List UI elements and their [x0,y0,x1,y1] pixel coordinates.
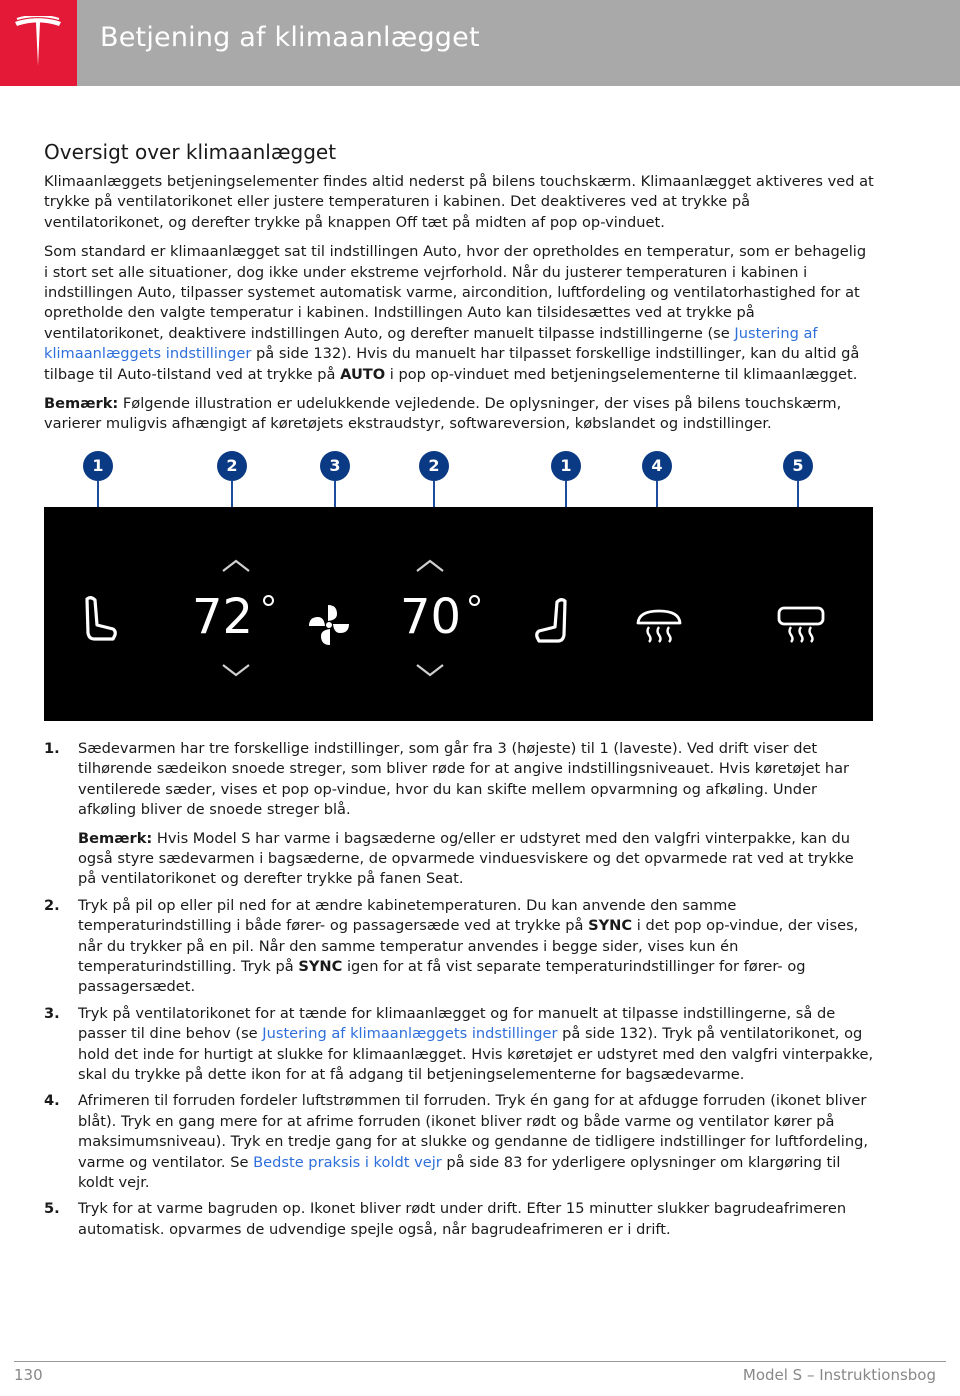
callout-badge: 1 [551,451,581,481]
sync-label: SYNC [298,957,343,975]
list-text: Tryk for at varme bagruden op. Ikonet bliver rødt under drift. Efter 15 minutter slukker bagrudeafrimeren automatisk. opvarmes de udvendige spejle også, når bagrudeafrimeren er i drift. [78,1200,847,1238]
degree-symbol [263,595,274,606]
fan-icon[interactable] [306,602,352,648]
note-paragraph [44,394,874,435]
cold-weather-link[interactable]: Bedste praksis i koldt vejr [253,1153,442,1171]
list-item [44,896,874,998]
callout-badge: 2 [419,451,449,481]
list-text: igen for at få vist separate temperaturindstillinger for fører- og passagersædet. [78,957,806,996]
note-label: Bemærk: [78,829,153,847]
climate-settings-link[interactable]: Justering af klimaanlæggets indstillinger [44,324,818,363]
callout-badge: 4 [642,451,672,481]
list-item [44,1091,874,1193]
list-number: 1. [44,739,60,757]
list-text: på side 83 for yderligere oplysninger om klargøring til koldt vejr. [78,1153,841,1191]
page-header-title: Betjening af klimaanlægget [100,22,480,53]
list-text: Tryk på ventilatorikonet for at tænde for klimaanlægget og for manuelt at tilpasse indstillingerne, så de passer til dine behov (se [78,1004,836,1043]
auto-text-a: Som standard er klimaanlægget sat til indstillingen Auto, hvor der opretholdes en temperatur, som er behagelig i stort set alle situationer, dog ikke under ekstreme vejrforhold. Når du justerer temperaturen i kabinen i indstillingen Auto, tilpasser systemet automatisk varme, aircondition, luftfordeling og ventilatorhastighed for at opretholde den valgte temperatur i kabinen. Indstillingen Auto kan tilsidesættes ved at trykke på ventilatorikonet, deaktivere indstillingen Auto, og derefter manuelt tilpasse indstillingerne (se [44,243,867,342]
climate-settings-link[interactable]: Justering af klimaanlæggets indstillinger [262,1025,558,1043]
callout-badge: 2 [217,451,247,481]
list-text: Sædevarmen har tre forskellige indstillinger, som går fra 3 (højeste) til 1 (laveste). Ved drift viser det tilhørende sædeikon snoede streger, som bliver røde for at angive indstillingsniveauet. Hvis køretøjet har ventilerede sæder, vises et pop op-vindue, hvor du kan skifte mellem opvarmning og afkøling. Under afkøling bliver de snoede streger blå. [78,739,850,819]
page-header [0,0,960,86]
driver-seat-heater-icon[interactable] [82,595,118,643]
explanation-list [44,739,874,1240]
note-label: Bemærk: [44,395,119,413]
list-note [78,829,874,890]
climate-bar [44,507,873,721]
callout-badge: 3 [320,451,350,481]
list-number: 3. [44,1004,60,1022]
list-number: 4. [44,1092,60,1110]
passenger-temp-down-icon[interactable] [415,663,445,677]
passenger-temp-up-icon[interactable] [415,559,445,573]
auto-bold: AUTO [340,365,386,383]
driver-temp-down-icon[interactable] [221,663,251,677]
tesla-logo [0,0,77,86]
auto-text-b: på side 132). Hvis du manuelt har tilpasset forskellige indstillinger, kan du altid gå tilbage til Auto-tilstand ved at trykke på [44,345,860,383]
driver-temp-up-icon[interactable] [221,559,251,573]
callout-badge: 1 [83,451,113,481]
tesla-logo-icon [13,16,63,68]
list-text: i det pop op-vindue, der vises, når du trykker på en pil. Når den samme temperatur anvendes i begge sider, vises kun én temperaturindstilling. Tryk på [78,917,859,975]
rear-defrost-icon[interactable] [776,605,826,643]
intro-paragraph: Klimaanlæggets betjeningselementer findes altid nederst på bilens touchskærm. Klimaanlægget aktiveres ved at trykke på ventilatorikonet eller justere temperaturen i kabinen. Det deaktiveres ved at trykke på ventilatorikonet, og derefter trykke på knappen Off tæt på midten af pop op-vinduet. [44,173,874,231]
auto-text-c: i pop op-vinduet med betjeningselementerne til klimaanlægget. [385,365,858,383]
list-item [44,1199,874,1240]
book-title: Model S – Instruktionsbog [742,1366,936,1384]
list-item [44,739,874,890]
list-item [44,1004,874,1086]
degree-symbol [469,595,480,606]
list-number: 5. [44,1200,60,1218]
callout-badge: 5 [783,451,813,481]
passenger-temperature: 70 [400,588,462,645]
list-text: Tryk på pil op eller pil ned for at ændre kabinetemperaturen. Du kan anvende den samme temperaturindstilling i både fører- og passagersæde ved at trykke på [78,896,737,935]
passenger-seat-heater-icon[interactable] [534,597,570,645]
note-text: Følgende illustration er udelukkende vejledende. De oplysninger, der vises på bilens touchskærm, varierer muligvis afhængigt af køretøjets ekstraudstyr, softwareversion, købslandet og indstillinger. [44,395,842,433]
auto-paragraph [44,242,874,385]
driver-temperature: 72 [192,588,254,645]
list-number: 2. [44,896,60,914]
sync-label: SYNC [588,917,633,935]
climate-controls-diagram [44,451,874,723]
main-content [44,140,874,1246]
windshield-defrost-icon[interactable] [635,607,683,643]
note-text: Hvis Model S har varme i bagsæderne og/eller er udstyret med den valgfri vinterpakke, kan du også styre sædevarmen i bagsæderne, de opvarmede vinduesviskere og det opvarmede rat ved at trykke på ventilatorikonet og derefter trykke på fanen Seat. [78,829,854,888]
footer-divider [14,1361,946,1362]
page-number: 130 [14,1366,43,1384]
section-title: Oversigt over klimaanlægget [44,140,337,164]
list-text: på side 132). Tryk på ventilatorikonet, og hold det inde for hurtigt at slukke for klimaanlægget. Hvis køretøjet er udstyret med den valgfri vinterpakke, skal du trykke på dette ikon for at få adgang til betjeningselementerne for bagsædevarme. [78,1025,874,1083]
list-text: Afrimeren til forruden fordeler luftstrømmen til forruden. Tryk én gang for at afdugge forruden (ikonet bliver blåt). Tryk en gang mere for at afrime forruden (ikonet bliver rødt og både varme og ventilator kører på maksimumsniveau). Tryk en tredje gang for at slukke og gendanne de tidligere indstillinger for luftfordeling, varme og ventilator. Se [78,1092,868,1171]
